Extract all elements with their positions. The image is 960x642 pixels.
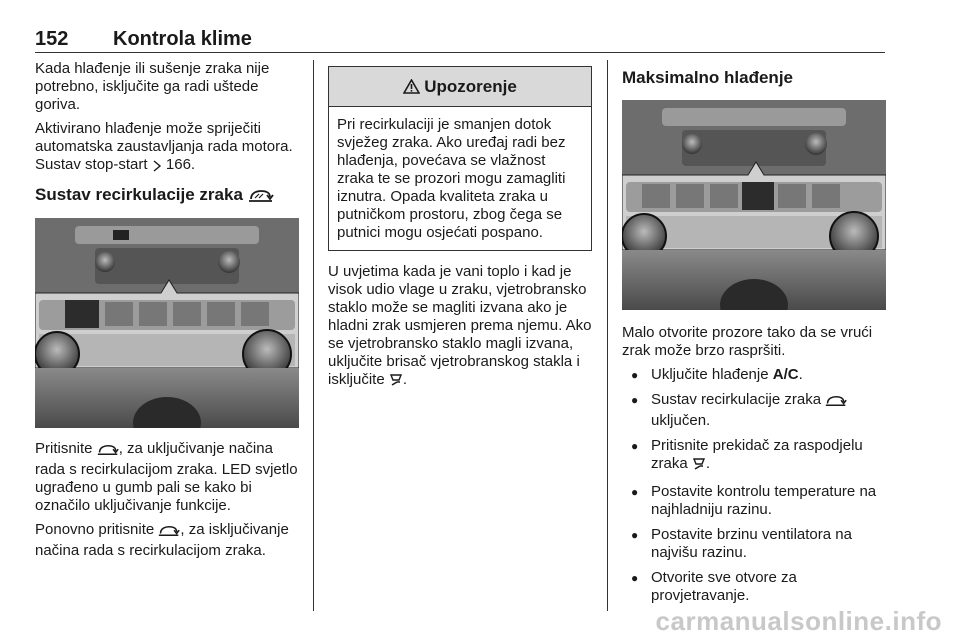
air-recirculation-icon: [97, 443, 119, 461]
air-recirculation-icon: [825, 394, 847, 412]
climate-panel-photo-max-cooling: [622, 100, 886, 310]
paragraph-stop-start: Aktivirano hlađenje može spriječiti automatska zaustavljanja rada motora. Sustav stop-start 166.: [35, 120, 300, 177]
column-divider-2: [607, 60, 608, 611]
warning-header: [329, 67, 591, 107]
page-reference-arrow-icon: [152, 159, 162, 177]
paragraph-recirc-off: Ponovno pritisnite , za isključivanje načina rada s recirkulacijom zraka.: [35, 521, 289, 559]
paragraph-recirc-on: Pritisnite , za uključivanje načina rada s recirkulacijom zraka. LED svjetlo ugrađeno u gumb pali se kako bi označilo uključivanje funkcije.: [35, 440, 298, 514]
list-item: ● Pritisnite prekidač za raspodjelu zraka .: [622, 437, 887, 476]
column-3: [622, 60, 887, 612]
section-heading-max-cooling: Maksimalno hlađenje: [622, 68, 793, 87]
air-recirculation-icon: [248, 188, 274, 208]
page-header: [35, 28, 885, 52]
column-2: [328, 60, 593, 398]
chapter-title: Kontrola klime: [113, 28, 252, 50]
list-item: ● Postavite brzinu ventilatora na najvišu razinu.: [622, 526, 887, 562]
max-cooling-steps: [622, 366, 887, 605]
air-recirculation-icon: [158, 524, 180, 542]
header-rule: [35, 52, 885, 53]
warning-title: Upozorenje: [424, 76, 517, 96]
windscreen-air-distribution-icon: [389, 373, 403, 392]
windscreen-air-distribution-icon: [692, 457, 706, 476]
page-reference-link[interactable]: 166.: [165, 156, 196, 173]
page-number: 152: [35, 28, 69, 50]
climate-panel-photo-recirculation: [35, 218, 299, 428]
paragraph-cooling-off: Kada hlađenje ili sušenje zraka nije potrebno, isključite ga radi uštede goriva.: [35, 60, 270, 113]
section-heading-recirculation: Sustav recirkulacije zraka: [35, 185, 300, 208]
paragraph-windscreen-fog: U uvjetima kada je vani toplo i kad je visok udio vlage u zraku, vjetrobransko staklo može se magliti izvana ako je hladni zrak usmjeren prema njemu. Ako se vjetrobransko staklo magli izvana, uključite brisač vjetrobranskog stakla i isključite .: [328, 263, 593, 392]
list-item: ● Sustav recirkulacije zraka uključen.: [622, 391, 887, 430]
warning-triangle-icon: [403, 79, 420, 94]
list-item: ● Postavite kontrolu temperature na najhladniju razinu.: [622, 483, 887, 519]
list-item: ● Otvorite sve otvore za provjetravanje.: [622, 569, 887, 605]
column-divider-1: [313, 60, 314, 611]
paragraph-open-windows: Malo otvorite prozore tako da se vrući zrak može brzo raspršiti.: [622, 324, 873, 359]
watermark: carmanualsonline.info: [655, 606, 942, 636]
list-item: ● Uključite hlađenje A/C.: [622, 366, 887, 384]
warning-text: Pri recirkulaciji je smanjen dotok svježeg zraka. Ako uređaj radi bez hlađenja, povećava se vlažnost zraka te se prozori mogu zamagliti iznutra. Opada kvaliteta zraka u putničkom prostoru, zbog čega se putnici mogu osjećati pospano.: [337, 116, 566, 241]
column-1: [35, 60, 300, 566]
warning-box: [328, 66, 592, 251]
